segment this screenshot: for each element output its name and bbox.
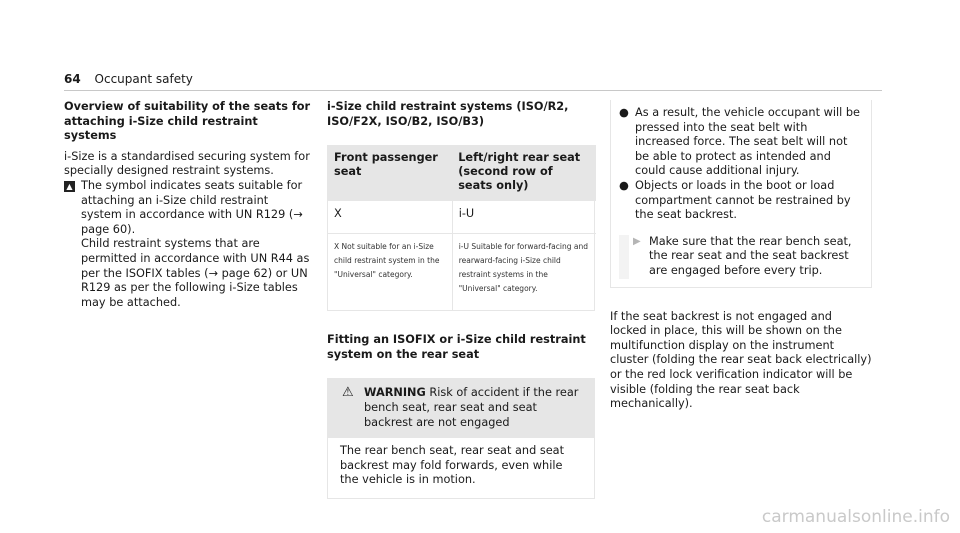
- fitting-heading: Fitting an ISOFIX or i-Size child restraint system on the rear seat: [327, 333, 586, 361]
- watermark: carmanualsonline.info: [761, 507, 950, 527]
- suitability-heading: Overview of suitability of the seats for attaching i-Size child restraint systems: [64, 100, 311, 143]
- column-right: [610, 100, 872, 412]
- header-front-passenger: Front passenger seat: [328, 145, 452, 201]
- symbol-note: [64, 179, 312, 310]
- bullet-icon: ●: [619, 106, 629, 119]
- warning-continuation: [610, 100, 872, 288]
- list-item: ● As a result, the vehicle occupant will be pressed into the seat belt with increased force. The seat belt will not be able to protect as intended and could cause additional injury.: [619, 106, 860, 178]
- warning-triangle-icon: ⚠: [342, 385, 354, 401]
- action-step: ▶ Make sure that the rear bench seat, the rear seat and the seat backrest are engaged before every trip.: [619, 235, 861, 279]
- cell-front-legend: X Not suitable for an i-Size child restraint system in the "Universal" category.: [334, 242, 440, 280]
- cell-front-value: X: [328, 201, 452, 234]
- warning-box: [327, 378, 595, 499]
- warning-label: WARNING: [364, 386, 426, 400]
- cell-rear-legend: i-U Suitable for forward-facing and rearward-facing i-Size child restraint systems in the "Universal" category.: [452, 234, 596, 311]
- page-header: [64, 72, 193, 86]
- header-divider: [64, 90, 882, 91]
- symbol-text: The symbol indicates seats suitable for attaching an i-Size child restraint system in accordance with UN R129 (→ page 60).: [81, 178, 303, 236]
- child-restraint-text: Child restraint systems that are permitted in accordance with UN R44 as per the ISOFIX tables (→ page 62) or UN R129 as per the following i-Size tables may be attached.: [81, 237, 310, 309]
- isize-intro: i-Size is a standardised securing system for specially designed restraint systems.: [64, 149, 310, 178]
- page-number: 64: [64, 72, 81, 86]
- isize-table-heading: i-Size child restraint systems (ISO/R2, ISO/F2X, ISO/B2, ISO/B3): [327, 100, 569, 128]
- isize-table: [327, 145, 595, 311]
- list-item: ● Objects or loads in the boot or load compartment cannot be restrained by the seat backrest.: [619, 178, 851, 222]
- header-rear-seat: Left/right rear seat (second row of seats only): [452, 145, 596, 201]
- bullet-icon: ●: [619, 178, 629, 192]
- cell-rear-value: i-U: [452, 201, 596, 234]
- backrest-paragraph: If the seat backrest is not engaged and locked in place, this will be shown on the multifunction display on the instrument cluster (folding the rear seat back electrically) or the red lock verification indicator will be visible (folding the rear seat back mechanically).: [610, 309, 872, 411]
- column-middle: [327, 100, 595, 499]
- section-title: Occupant safety: [94, 72, 193, 86]
- action-arrow-icon: ▶: [633, 235, 641, 247]
- child-seat-icon: ▲: [64, 181, 75, 192]
- column-left: [64, 100, 312, 310]
- warning-body: The rear bench seat, rear seat and seat backrest may fold forwards, even while the vehicle is in motion.: [340, 444, 565, 487]
- warning-text: Risk of accident if the rear bench seat, rear seat and seat backrest are not engaged: [364, 386, 579, 429]
